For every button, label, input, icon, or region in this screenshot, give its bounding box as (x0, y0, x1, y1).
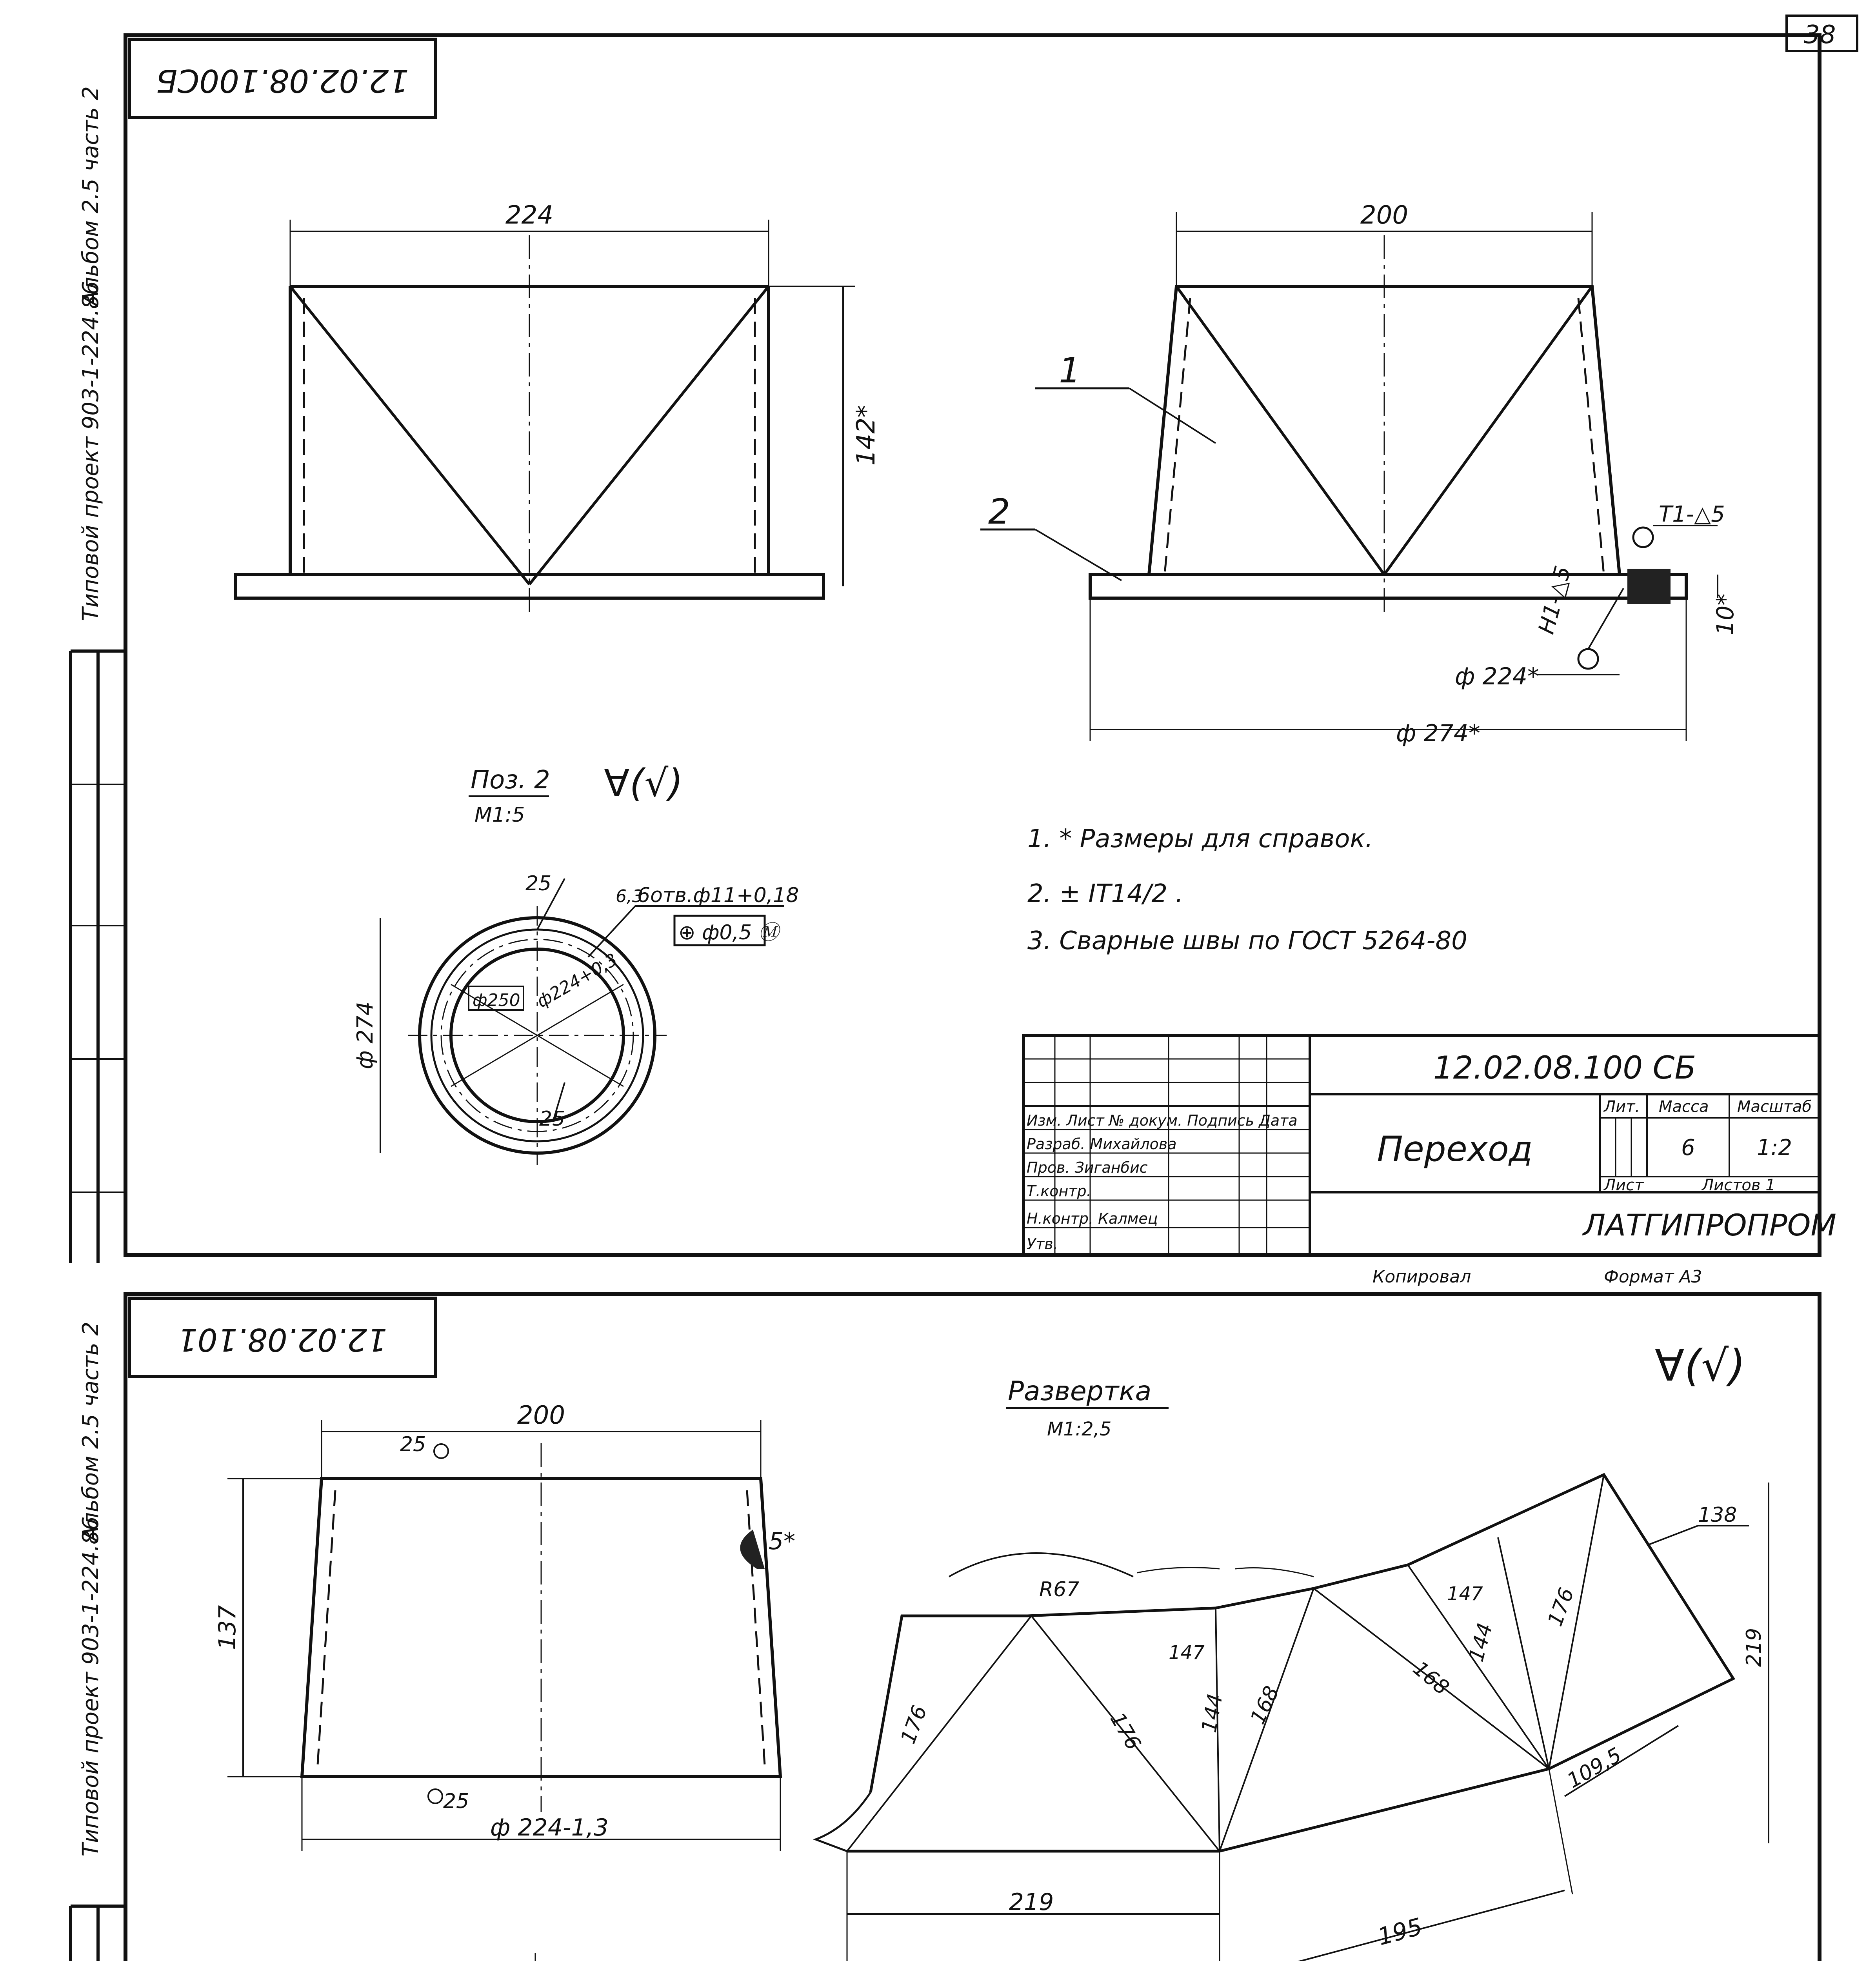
top-notes (1027, 824, 1467, 955)
dev-scale: М1:2,5 (1047, 1418, 1112, 1440)
top-note-1: 1. * Размеры для справок. (1027, 824, 1373, 853)
weld-top-label: Т1-△5 (1659, 502, 1725, 527)
bottom-sheet (71, 1294, 1836, 1961)
tb-row-approved: Утв. (1027, 1235, 1058, 1253)
dim-25-top: 25 (525, 872, 552, 895)
top-sheet (71, 35, 1836, 1287)
weld-dim: 5* (769, 1528, 796, 1555)
dim-d250: ф250 (473, 990, 520, 1010)
detail-scale: М1:5 (474, 803, 525, 827)
designation-rotated: 12.02.08.100СБ (156, 62, 409, 99)
sheet-number: 38 (1804, 20, 1836, 49)
tb-row-header: Изм. Лист № докум. Подпись Дата (1027, 1112, 1298, 1129)
dev-109: 109,5 (1563, 1743, 1626, 1793)
front-height-dim: 142* (852, 405, 881, 466)
dev-219b: 219 (1009, 1888, 1054, 1916)
top-note-3: 3. Сварные швы по ГОСТ 5264-80 (1027, 926, 1467, 955)
designation-rotated-2: 12.02.08.101 (177, 1321, 387, 1358)
side-project-label-2: Типовой проект 903-1-224.86 (78, 1516, 104, 1857)
side-project-label: Типовой проект 903-1-224.86 (78, 281, 104, 621)
holes-note: 6отв.ф11+0,18 (637, 884, 799, 907)
dev-r67: R67 (1039, 1578, 1080, 1601)
detail-roughness: ∀(√) (604, 761, 683, 805)
dim-d274: ф 274* (1396, 720, 1480, 747)
copied-label: Копировал (1372, 1267, 1471, 1287)
dev-144b: 144 (1464, 1620, 1498, 1664)
dev-195: 195 (1374, 1913, 1425, 1951)
dev-176a: 176 (896, 1702, 932, 1747)
part-bottom-dim: ф 224-1,3 (490, 1814, 609, 1841)
side-album-label: Альбом 2.5 часть 2 (78, 86, 104, 306)
position-1-callout: 1 (1059, 350, 1081, 391)
tb-row-developer: Разраб. Михайлова (1027, 1135, 1177, 1153)
tb-sheets-label: Листов 1 (1702, 1176, 1776, 1194)
tb-sheet-label: Лист (1604, 1176, 1644, 1194)
tb-row-ncontrol: Н.контр. Калмец (1027, 1210, 1158, 1227)
dev-144a: 144 (1197, 1692, 1228, 1735)
tb-part-name: Переход (1377, 1129, 1533, 1169)
part-height-dim: 137 (214, 1605, 241, 1650)
dim-d224-inner: ф224+0,3 (533, 950, 621, 1012)
tb-row-tcontrol: Т.контр. (1027, 1182, 1091, 1200)
bottom-roughness: ∀(√) (1655, 1341, 1746, 1391)
dev-147b: 147 (1447, 1583, 1483, 1605)
weld-bottom-label: Н1-△5 (1533, 563, 1576, 637)
dev-title: Развертка (1008, 1376, 1152, 1407)
plan-view (129, 1953, 837, 1961)
side-album-label-2: Альбом 2.5 часть 2 (78, 1321, 104, 1542)
dim-d224: ф 224* (1455, 663, 1539, 690)
detail-title: Поз. 2 (471, 766, 550, 795)
front-width-dim: 224 (505, 201, 554, 230)
dim-d274-outer: ф 274 (353, 1001, 378, 1070)
dev-176b: 176 (1105, 1708, 1145, 1754)
tb-organization: ЛАТГИПРОПРОМ (1583, 1208, 1836, 1242)
tb-mass: 6 (1681, 1135, 1695, 1161)
position-tolerance: ⊕ ф0,5 Ⓜ (678, 921, 779, 944)
dev-168b: 168 (1408, 1656, 1454, 1700)
hole-top-dim: 25 (400, 1433, 426, 1456)
tb-scale: 1:2 (1756, 1135, 1792, 1161)
dev-219a: 219 (1742, 1628, 1766, 1667)
section-view (980, 201, 1739, 747)
tb-row-checker: Пров. Зиганбис (1027, 1159, 1148, 1176)
dim-10: 10* (1712, 593, 1739, 635)
position-2-callout: 2 (988, 491, 1010, 532)
hole-bottom-dim: 25 (443, 1790, 469, 1813)
tb-code: 12.02.08.100 СБ (1433, 1050, 1696, 1086)
top-title-block (1023, 1035, 1836, 1255)
dev-147a: 147 (1169, 1642, 1205, 1664)
tb-mass-label: Масса (1659, 1098, 1709, 1116)
front-view (235, 201, 881, 616)
part-view (214, 1401, 795, 1851)
top-note-2: 2. ± IT14/2 . (1027, 879, 1183, 908)
section-top-dim: 200 (1360, 201, 1409, 230)
dev-138: 138 (1698, 1503, 1737, 1527)
dev-168a: 168 (1246, 1683, 1284, 1728)
dev-176c: 176 (1543, 1584, 1579, 1630)
tb-scale-label: Масштаб (1737, 1098, 1812, 1116)
roughness-local: 6,3 (616, 886, 643, 906)
part-top-dim: 200 (517, 1401, 565, 1430)
development (816, 1376, 1769, 1961)
pos2-detail (353, 761, 799, 1165)
format-label: Формат А3 (1604, 1267, 1702, 1287)
tb-lit-label: Лит. (1604, 1098, 1640, 1116)
dim-25-bottom: 25 (539, 1107, 565, 1131)
